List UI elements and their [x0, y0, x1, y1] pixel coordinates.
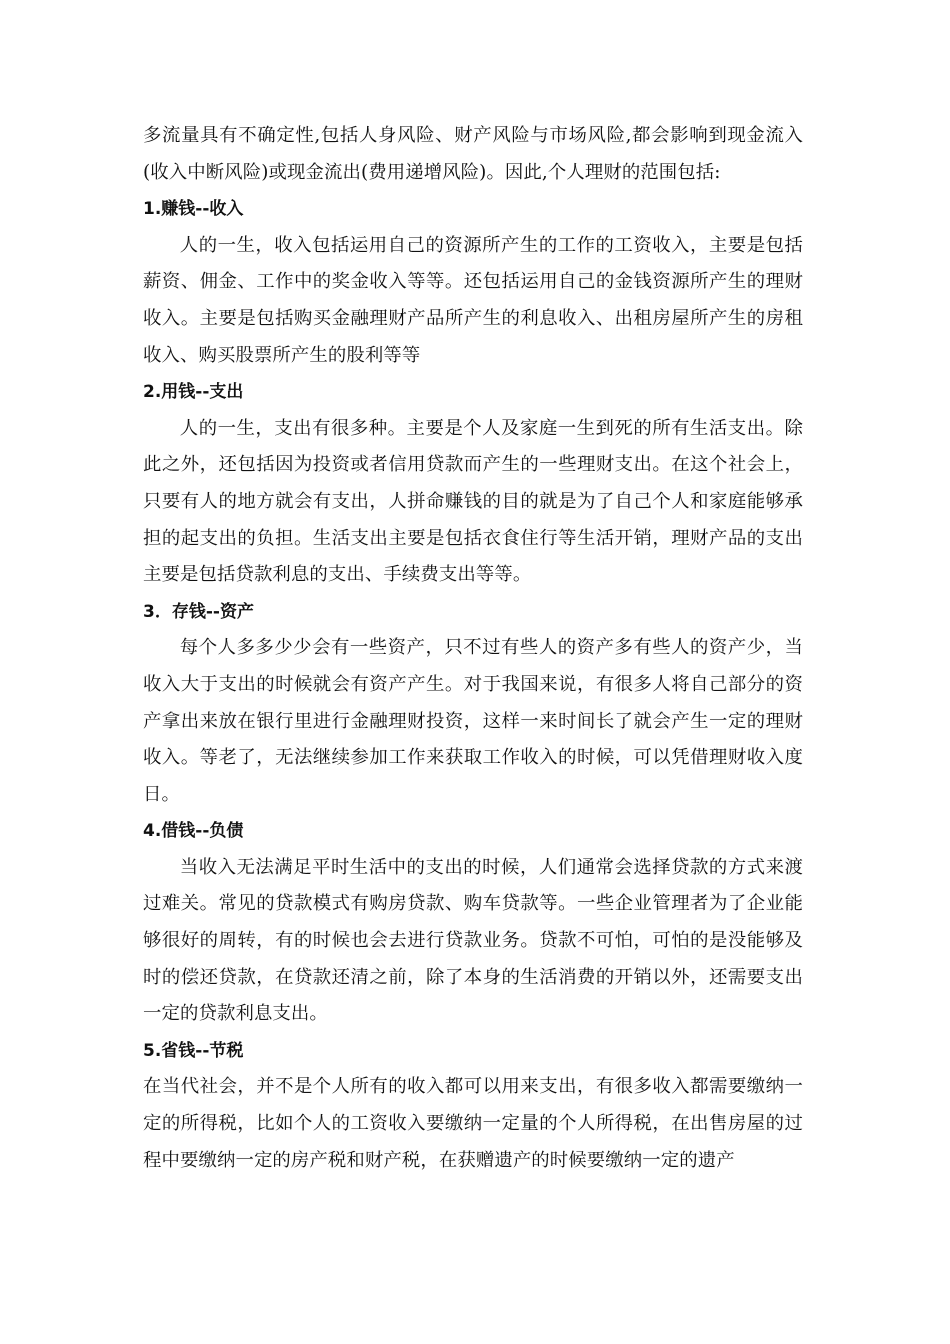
- section-body-debt: 当收入无法满足平时生活中的支出的时候，人们通常会选择贷款的方式来渡过难关。常见的贷款模式有购房贷款、购车贷款等。一些企业管理者为了企业能够很好的周转，有的时候也会去进行贷款业务。贷款不可怕，可怕的是没能够及时的偿还贷款，在贷款还清之前，除了本身的生活消费的开销以外，还需要支出一定的贷款利息支出。: [143, 856, 803, 1025]
- section-heading-assets: 3．存钱--资产: [143, 601, 254, 622]
- intro-paragraph: 多流量具有不确定性,包括人身风险、财产风险与市场风险,都会影响到现金流入(收入中断风险)或现金流出(费用递增风险)。因此,个人理财的范围包括:: [143, 125, 803, 183]
- section-body-tax: 在当代社会，并不是个人所有的收入都可以用来支出，有很多收入都需要缴纳一定的所得税，比如个人的工资收入要缴纳一定量的个人所得税，在出售房屋的过程中要缴纳一定的房产税和财产税，在获赠遗产的时候要缴纳一定的遗产: [143, 1076, 803, 1171]
- document-page: [143, 118, 803, 1179]
- section-heading-debt: 4.借钱--负债: [143, 821, 244, 842]
- section-body-assets: 每个人多多少少会有一些资产，只不过有些人的资产多有些人的资产少，当收入大于支出的时候就会有资产产生。对于我国来说，有很多人将自己部分的资产拿出来放在银行里进行金融理财投资，这样一来时间长了就会产生一定的理财收入。等老了，无法继续参加工作来获取工作收入的时候，可以凭借理财收入度日。: [143, 637, 803, 805]
- section-heading-expense: 2.用钱--支出: [143, 382, 244, 403]
- section-heading-tax: 5.省钱--节税: [143, 1040, 244, 1061]
- section-body-income: 人的一生，收入包括运用自己的资源所产生的工作的工资收入，主要是包括薪资、佣金、工作中的奖金收入等等。还包括运用自己的金钱资源所产生的理财收入。主要是包括购买金融理财产品所产生的利息收入、出租房屋所产生的房租收入、购买股票所产生的股利等等: [143, 234, 803, 366]
- section-body-expense: 人的一生，支出有很多种。主要是个人及家庭一生到死的所有生活支出。除此之外，还包括因为投资或者信用贷款而产生的一些理财支出。在这个社会上，只要有人的地方就会有支出，人拼命赚钱的目的就是为了自己个人和家庭能够承担的起支出的负担。生活支出主要是包括衣食住行等生活开销，理财产品的支出主要是包括贷款利息的支出、手续费支出等等。: [143, 417, 803, 586]
- section-heading-income: 1.赚钱--收入: [143, 199, 244, 220]
